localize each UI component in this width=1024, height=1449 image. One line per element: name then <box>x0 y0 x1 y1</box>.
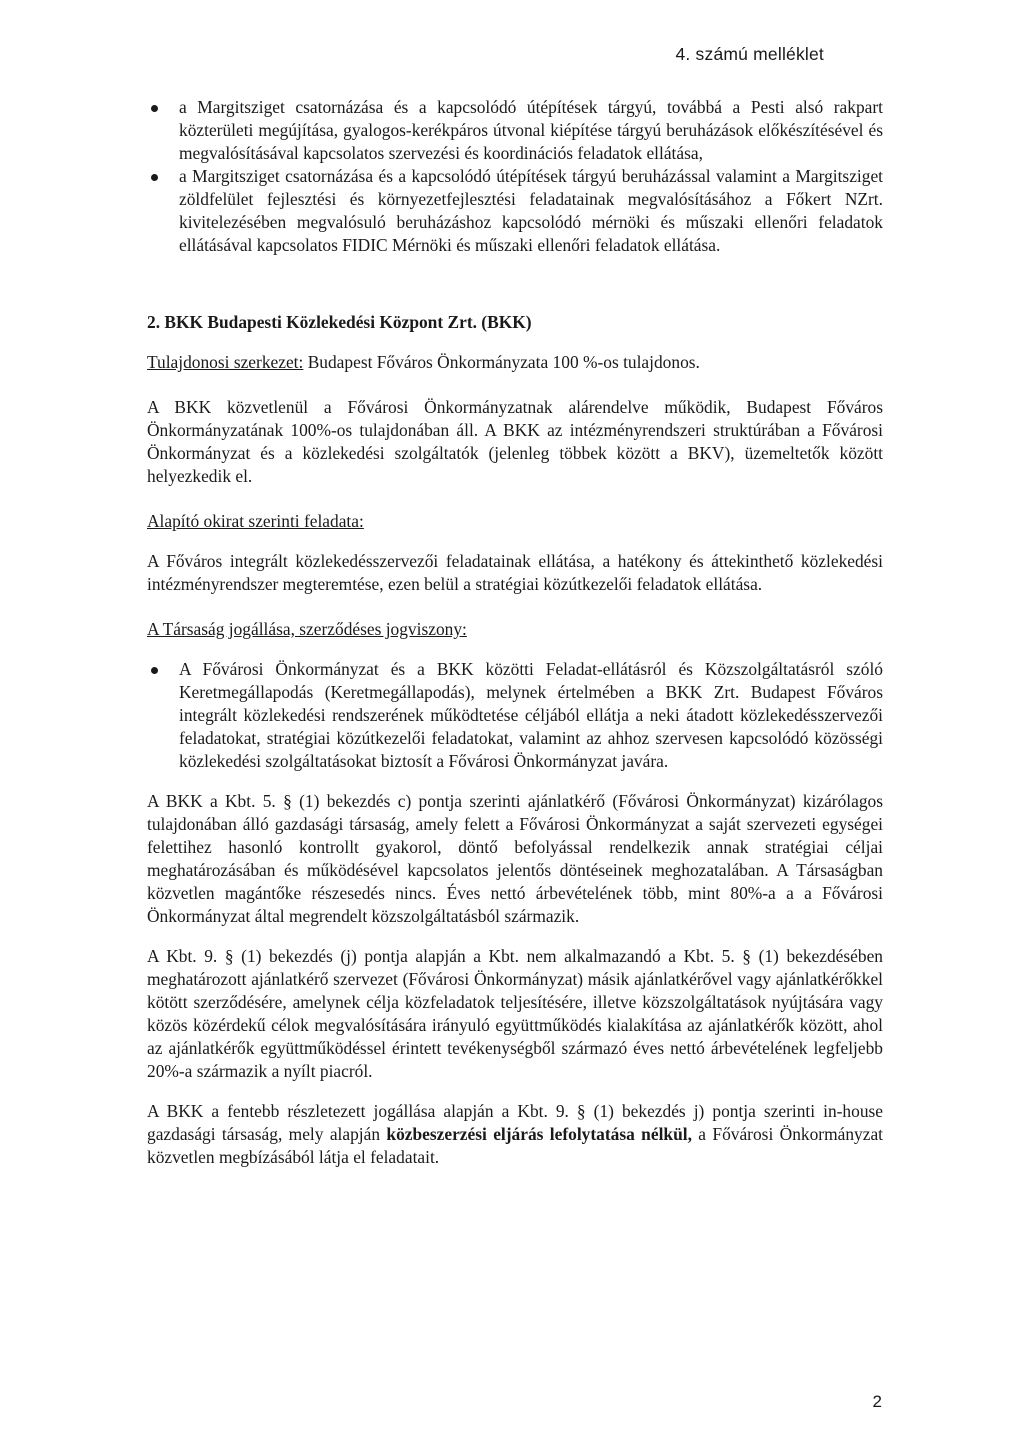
founding-label: Alapító okirat szerinti feladata: <box>147 511 364 531</box>
annex-label: 4. számú melléklet <box>675 44 824 64</box>
document-body <box>147 96 883 1169</box>
intro-bullet-2: a Margitsziget csatornázása és a kapcsolódó útépítések tárgyú beruházással valamint a Margitsziget zöldfelület fejlesztési és környezetfejlesztési feladatainak megvalósításához a Főkert NZrt. kivitelezésében megvalósuló beruházáshoz kapcsolódó mérnöki és műszaki ellenőri feladatok ellátásával kapcsolatos FIDIC Mérnöki és műszaki ellenőri feladatok ellátása. <box>147 165 883 257</box>
closing-text-part1: A BKK a fentebb részletezett jogállása alapján a Kbt. 9. § (1) bekezdés j) pontja szerinti in-house gazdasági társaság, mely alapján <box>147 1101 883 1144</box>
section-heading-bkk: 2. BKK Budapesti Közlekedési Központ Zrt. (BKK) <box>147 312 532 332</box>
legal-bullet-list <box>147 658 883 773</box>
ownership-label: Tulajdonosi szerkezet: <box>147 352 304 372</box>
ownership-text: Budapest Főváros Önkormányzata 100 %-os tulajdonos. <box>303 352 700 372</box>
closing-text-part2: a Fővárosi Önkormányzat közvetlen megbízásából látja el feladatait. <box>147 1124 883 1167</box>
intro-paragraph: A BKK közvetlenül a Fővárosi Önkormányzatnak alárendelve működik, Budapest Főváros Önkormányzatának 100%-os tulajdonában áll. A BKK az intézményrendszeri struktúrában a Fővárosi Önkormányzat és a közlekedési szolgáltatók (jelenleg többek között a BKV), üzemeltetők között helyezkedik el. <box>147 397 883 486</box>
intro-bullet-list <box>147 96 883 257</box>
closing-paragraph <box>147 1100 883 1169</box>
page-number: 2 <box>872 1392 882 1411</box>
kbt5-paragraph: A BKK a Kbt. 5. § (1) bekezdés c) pontja szerinti ajánlatkérő (Fővárosi Önkormányzat) kizárólagos tulajdonában álló gazdasági társaság, amely felett a Fővárosi Önkormányzat a saját szervezeti egységei felettihez hasonló kontrollt gyakorol, döntő befolyással rendelkezik annak stratégiai céljai meghatározásában és működésével kapcsolatos jelentős döntéseinek meghozatalában. A Társaságban közvetlen magántőke részesedés nincs. Éves nettó árbevételének több, mint 80%-a a a Fővárosi Önkormányzat által megrendelt közszolgáltatásból származik. <box>147 791 883 926</box>
legal-status-label: A Társaság jogállása, szerződéses jogviszony: <box>147 619 467 639</box>
intro-bullet-1: a Margitsziget csatornázása és a kapcsolódó útépítések tárgyú, továbbá a Pesti alsó rakpart közterületi megújítása, gyalogos-kerékpáros útvonal kiépítése tárgyú beruházások előkészítésével és megvalósításával kapcsolatos szervezési és koordinációs feladatok ellátása, <box>147 96 883 165</box>
legal-bullet-1: A Fővárosi Önkormányzat és a BKK közötti Feladat-ellátásról és Közszolgáltatásról szóló Keretmegállapodás (Keretmegállapodás), melynek értelmében a BKK Zrt. Budapest Főváros integrált közlekedési rendszerének működtetése céljából ellátja a neki átadott közlekedésszervezői feladatokat, stratégiai közútkezelői feladatokat, valamint az ahhoz szervesen kapcsolódó közösségi közlekedési szolgáltatásokat biztosít a Fővárosi Önkormányzat javára. <box>147 658 883 773</box>
founding-text: A Főváros integrált közlekedésszervezői feladatainak ellátása, a hatékony és áttekinthető közlekedési intézményrendszer megteremtése, ezen belül a stratégiai közútkezelői feladatok ellátása. <box>147 551 883 594</box>
kbt9-paragraph: A Kbt. 9. § (1) bekezdés (j) pontja alapján a Kbt. nem alkalmazandó a Kbt. 5. § (1) bekezdésében meghatározott ajánlatkérő szervezet (Fővárosi Önkormányzat) másik ajánlatkérővel vagy ajánlatkérőkkel kötött szerződésére, amelynek célja közfeladatok teljesítésére, illetve közszolgáltatások nyújtására vagy közös közérdekű célok megvalósítására irányuló együttműködés kialakítása az ajánlatkérők között, ahol az ajánlatkérők együttműködéssel érintett tevékenységből származó éves nettó árbevételének legfeljebb 20%-a származik a nyílt piacról. <box>147 946 883 1081</box>
ownership-paragraph <box>147 351 883 374</box>
closing-text-bold: közbeszerzési eljárás lefolytatása nélkül, <box>386 1124 692 1144</box>
